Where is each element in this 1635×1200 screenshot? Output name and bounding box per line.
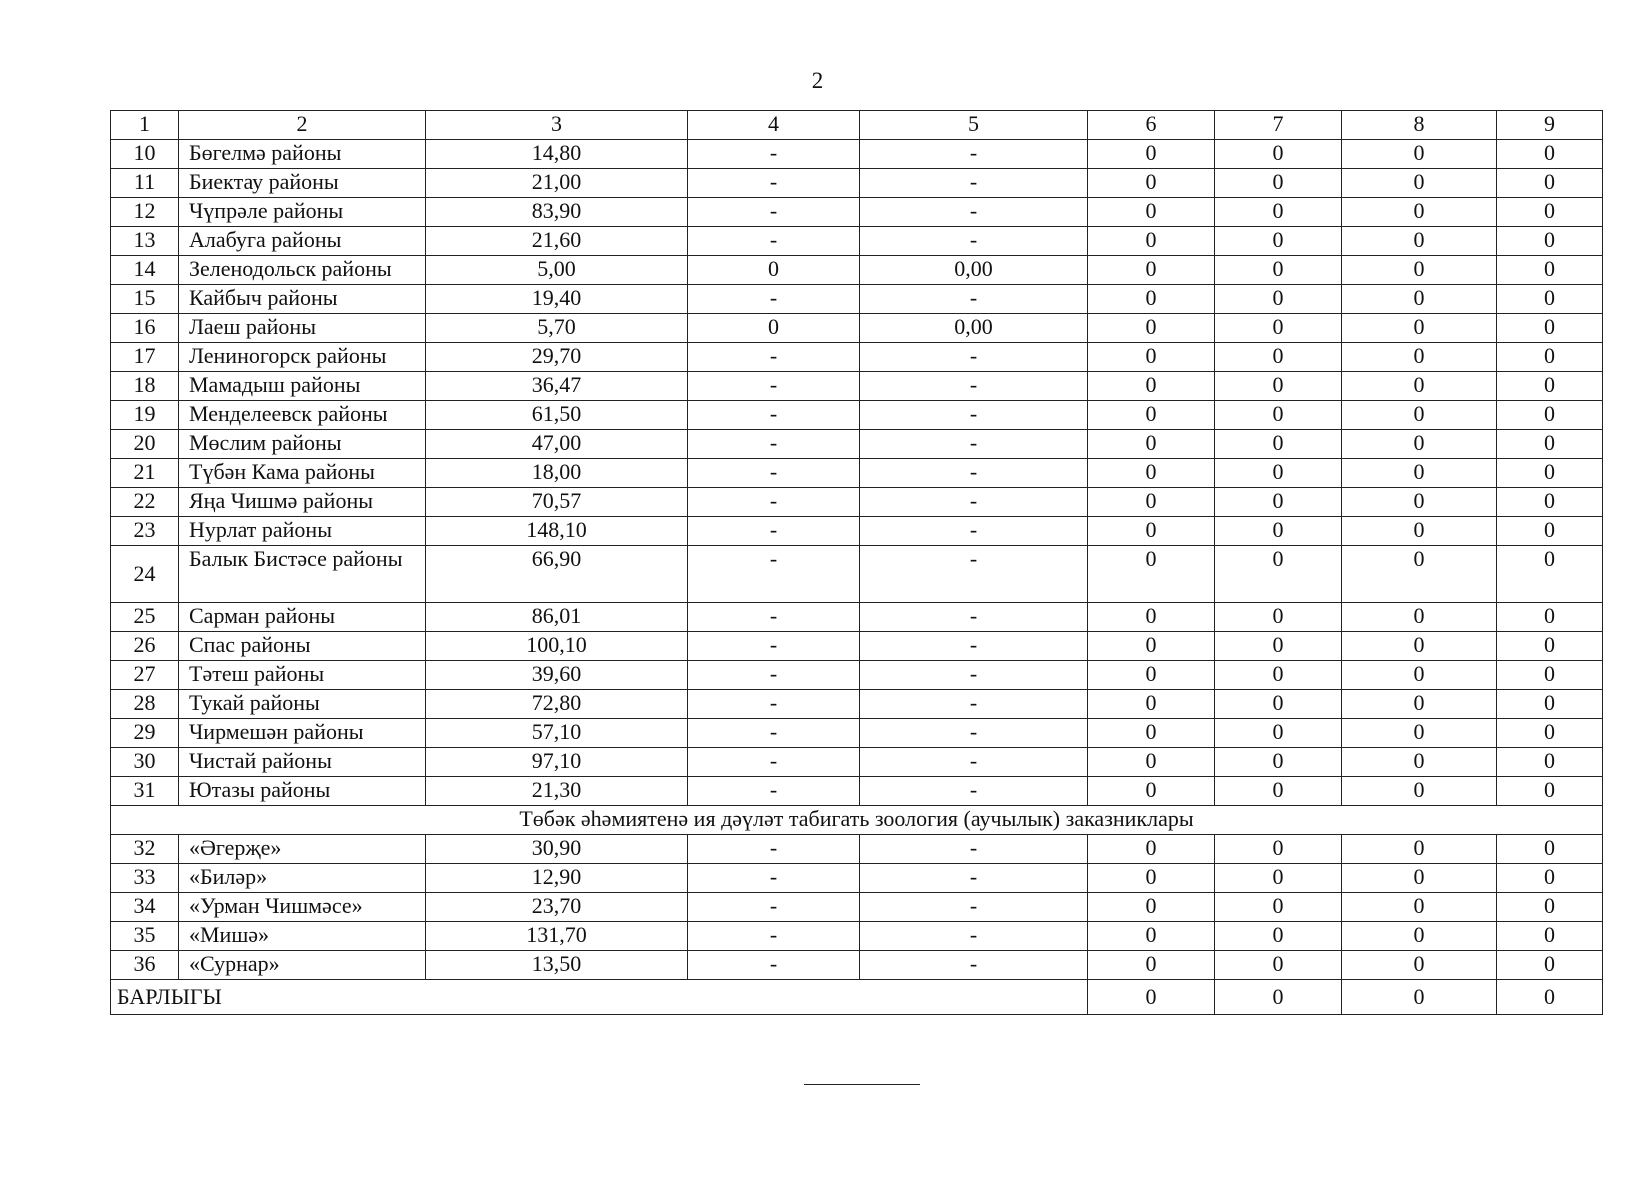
table-row — [111, 777, 1603, 806]
table-cell: 0 — [1497, 488, 1603, 517]
table-row — [111, 922, 1603, 951]
table-cell: - — [860, 922, 1088, 951]
table-cell: - — [688, 922, 860, 951]
table-cell: - — [688, 835, 860, 864]
table-cell: 47,00 — [426, 430, 688, 459]
table-cell: 14,80 — [426, 140, 688, 169]
table-cell: 0 — [1497, 748, 1603, 777]
table-cell: - — [860, 140, 1088, 169]
column-header: 8 — [1342, 111, 1497, 140]
table-cell: 0 — [1088, 922, 1215, 951]
table-cell: 0 — [1215, 401, 1342, 430]
table-cell: Менделеевск районы — [179, 401, 426, 430]
table-cell: 0 — [1088, 314, 1215, 343]
table-row — [111, 198, 1603, 227]
table-cell: 0 — [1497, 169, 1603, 198]
table-row — [111, 488, 1603, 517]
table-cell: 70,57 — [426, 488, 688, 517]
table-cell: 0 — [1497, 401, 1603, 430]
table-cell: 29 — [111, 719, 179, 748]
table-cell: Тәтеш районы — [179, 661, 426, 690]
table-row — [111, 314, 1603, 343]
table-cell: 0 — [1497, 690, 1603, 719]
table-cell: 0 — [1215, 690, 1342, 719]
table-row — [111, 372, 1603, 401]
table-cell: 5,00 — [426, 256, 688, 285]
table-cell: 19,40 — [426, 285, 688, 314]
table-cell: - — [860, 719, 1088, 748]
table-cell: Кайбыч районы — [179, 285, 426, 314]
table-cell: 0 — [1088, 488, 1215, 517]
table-cell: 0 — [1342, 661, 1497, 690]
table-cell: 0 — [1088, 951, 1215, 980]
table-cell: 11 — [111, 169, 179, 198]
table-cell: Чирмешән районы — [179, 719, 426, 748]
table-cell: 0 — [1342, 256, 1497, 285]
table-cell: 0 — [1497, 777, 1603, 806]
table-cell: 86,01 — [426, 603, 688, 632]
table-cell: 0 — [1342, 140, 1497, 169]
table-cell: 0 — [1088, 198, 1215, 227]
table-cell: 0 — [1215, 227, 1342, 256]
table-cell: 0 — [1088, 893, 1215, 922]
table-cell: - — [860, 603, 1088, 632]
table-cell: Биектау районы — [179, 169, 426, 198]
table-cell: 0 — [1215, 951, 1342, 980]
table-cell: 0 — [1215, 256, 1342, 285]
table-row — [111, 430, 1603, 459]
table-row — [111, 690, 1603, 719]
table-cell: Спас районы — [179, 632, 426, 661]
table-cell: 66,90 — [426, 546, 688, 603]
section-title: Төбәк әһәмиятенә ия дәүләт табигать зоология (аучылык) заказниклары — [111, 806, 1603, 835]
section-row — [111, 806, 1603, 835]
table-cell: - — [688, 401, 860, 430]
table-cell: - — [688, 227, 860, 256]
table-cell: 22 — [111, 488, 179, 517]
table-cell: - — [860, 546, 1088, 603]
table-cell: 97,10 — [426, 748, 688, 777]
table-row — [111, 546, 1603, 603]
table-cell: Алабуга районы — [179, 227, 426, 256]
table-cell: 27 — [111, 661, 179, 690]
total-value: 0 — [1088, 980, 1215, 1015]
table-row — [111, 893, 1603, 922]
table-cell: 0 — [1215, 285, 1342, 314]
header-row — [111, 111, 1603, 140]
table-cell: - — [860, 517, 1088, 546]
table-cell: - — [860, 632, 1088, 661]
table-cell: - — [688, 748, 860, 777]
table-cell: 26 — [111, 632, 179, 661]
table-cell: 0 — [1497, 343, 1603, 372]
table-row — [111, 632, 1603, 661]
table-row — [111, 285, 1603, 314]
table-cell: 0 — [1215, 169, 1342, 198]
column-header: 9 — [1497, 111, 1603, 140]
table-cell: - — [860, 401, 1088, 430]
table-cell: 0 — [1088, 835, 1215, 864]
table-cell: - — [860, 835, 1088, 864]
table-cell: 39,60 — [426, 661, 688, 690]
table-cell: 0 — [1215, 748, 1342, 777]
table-cell: 0 — [1215, 835, 1342, 864]
table-row — [111, 835, 1603, 864]
table-cell: 100,10 — [426, 632, 688, 661]
table-cell: Ютазы районы — [179, 777, 426, 806]
table-cell: - — [688, 372, 860, 401]
table-cell: 0 — [1342, 690, 1497, 719]
table-row — [111, 951, 1603, 980]
total-value: 0 — [1497, 980, 1603, 1015]
table-cell: 0 — [1497, 893, 1603, 922]
table-cell: 0 — [1088, 546, 1215, 603]
table-cell: - — [688, 430, 860, 459]
table-cell: 0 — [1342, 430, 1497, 459]
page-number: 2 — [811, 68, 824, 93]
table-cell: 0 — [1497, 546, 1603, 603]
table-cell: - — [688, 198, 860, 227]
table-cell: 0 — [1088, 690, 1215, 719]
table-cell: Лениногорск районы — [179, 343, 426, 372]
table-row — [111, 603, 1603, 632]
column-header: 1 — [111, 111, 179, 140]
table-cell: 0 — [1088, 256, 1215, 285]
table-cell: 0 — [1497, 459, 1603, 488]
table-cell: - — [688, 632, 860, 661]
column-header: 3 — [426, 111, 688, 140]
table-cell: 0 — [1497, 372, 1603, 401]
table-cell: - — [860, 430, 1088, 459]
table-cell: 20 — [111, 430, 179, 459]
total-label: БАРЛЫГЫ — [111, 980, 1088, 1015]
table-cell: Мөслим районы — [179, 430, 426, 459]
table-cell: 23,70 — [426, 893, 688, 922]
table-cell: - — [860, 198, 1088, 227]
table-cell: 13 — [111, 227, 179, 256]
table-cell: 0 — [1215, 488, 1342, 517]
table-cell: 0 — [1088, 140, 1215, 169]
table-cell: Чистай районы — [179, 748, 426, 777]
table-cell: 29,70 — [426, 343, 688, 372]
table-cell: 21,60 — [426, 227, 688, 256]
table-cell: 0 — [1342, 864, 1497, 893]
table-cell: - — [860, 285, 1088, 314]
table-cell: 0 — [1215, 546, 1342, 603]
table-cell: Яңа Чишмә районы — [179, 488, 426, 517]
table-row — [111, 140, 1603, 169]
table-row — [111, 661, 1603, 690]
table-cell: 33 — [111, 864, 179, 893]
table-row — [111, 864, 1603, 893]
table-cell: - — [688, 140, 860, 169]
table-cell: 18,00 — [426, 459, 688, 488]
table-cell: 0 — [1342, 401, 1497, 430]
table-cell: 0 — [1088, 169, 1215, 198]
table-cell: 0 — [1342, 517, 1497, 546]
table-cell: 0 — [1215, 922, 1342, 951]
table-cell: 0 — [1088, 459, 1215, 488]
table-cell: 32 — [111, 835, 179, 864]
total-value: 0 — [1342, 980, 1497, 1015]
table-cell: 0,00 — [860, 256, 1088, 285]
table-cell: 0 — [1088, 864, 1215, 893]
table-cell: 0 — [688, 314, 860, 343]
table-cell: 5,70 — [426, 314, 688, 343]
table-cell: - — [860, 488, 1088, 517]
table-cell: - — [860, 777, 1088, 806]
table-cell: 0 — [1497, 256, 1603, 285]
table-cell: 0 — [1342, 603, 1497, 632]
table-cell: - — [860, 951, 1088, 980]
table-row — [111, 343, 1603, 372]
table-cell: 19 — [111, 401, 179, 430]
table-cell: - — [688, 777, 860, 806]
table-cell: 0 — [1497, 227, 1603, 256]
table-cell: - — [860, 690, 1088, 719]
table-cell: 0 — [1497, 517, 1603, 546]
table-cell: 0 — [1342, 748, 1497, 777]
table-row — [111, 459, 1603, 488]
table-cell: 18 — [111, 372, 179, 401]
table-cell: Зеленодольск районы — [179, 256, 426, 285]
table-cell: - — [688, 690, 860, 719]
table-cell: 25 — [111, 603, 179, 632]
table-cell: 131,70 — [426, 922, 688, 951]
table-cell: 30,90 — [426, 835, 688, 864]
column-header: 2 — [179, 111, 426, 140]
table-cell: 0 — [1088, 748, 1215, 777]
table-cell: - — [860, 169, 1088, 198]
table-cell: 35 — [111, 922, 179, 951]
table-cell: - — [860, 661, 1088, 690]
total-value: 0 — [1215, 980, 1342, 1015]
data-table — [110, 110, 1603, 1015]
table-cell: 0 — [1215, 372, 1342, 401]
table-cell: 0 — [1342, 459, 1497, 488]
table-cell: Балык Бистәсе районы — [179, 546, 426, 603]
table-cell: 0 — [1088, 401, 1215, 430]
table-cell: 0 — [1215, 661, 1342, 690]
table-cell: 0 — [1342, 893, 1497, 922]
table-cell: 0,00 — [860, 314, 1088, 343]
table-cell: 0 — [1088, 227, 1215, 256]
table-cell: 148,10 — [426, 517, 688, 546]
column-header: 7 — [1215, 111, 1342, 140]
table-cell: - — [688, 546, 860, 603]
table-cell: 0 — [1215, 777, 1342, 806]
table-cell: - — [688, 169, 860, 198]
table-cell: 0 — [1497, 198, 1603, 227]
table-cell: - — [688, 488, 860, 517]
table-cell: «Сурнар» — [179, 951, 426, 980]
table-cell: 23 — [111, 517, 179, 546]
table-cell: 0 — [1497, 951, 1603, 980]
table-cell: - — [688, 459, 860, 488]
table-cell: 0 — [1342, 719, 1497, 748]
table-cell: 0 — [1342, 285, 1497, 314]
table-cell: 36 — [111, 951, 179, 980]
table-cell: 0 — [1497, 285, 1603, 314]
table-cell: 0 — [1497, 603, 1603, 632]
total-row — [111, 980, 1603, 1015]
table-cell: 31 — [111, 777, 179, 806]
table-cell: 0 — [1215, 719, 1342, 748]
table-cell: «Урман Чишмәсе» — [179, 893, 426, 922]
table-cell: - — [688, 603, 860, 632]
table-cell: - — [860, 864, 1088, 893]
table-cell: Мамадыш районы — [179, 372, 426, 401]
table-cell: «Мишә» — [179, 922, 426, 951]
table-row — [111, 169, 1603, 198]
table-cell: 0 — [1497, 661, 1603, 690]
table-cell: 0 — [1088, 372, 1215, 401]
table-cell: 17 — [111, 343, 179, 372]
table-cell: 13,50 — [426, 951, 688, 980]
table-cell: 10 — [111, 140, 179, 169]
table-cell: Сарман районы — [179, 603, 426, 632]
table-cell: 24 — [111, 546, 179, 603]
table-row — [111, 748, 1603, 777]
table-cell: 0 — [1342, 835, 1497, 864]
table-cell: 0 — [1088, 285, 1215, 314]
table-cell: 0 — [1215, 632, 1342, 661]
table-cell: - — [860, 227, 1088, 256]
table-cell: 0 — [1088, 719, 1215, 748]
table-cell: 0 — [1215, 864, 1342, 893]
table-cell: Түбән Кама районы — [179, 459, 426, 488]
table-cell: 21,30 — [426, 777, 688, 806]
table-cell: 0 — [688, 256, 860, 285]
table-cell: 36,47 — [426, 372, 688, 401]
table-cell: 83,90 — [426, 198, 688, 227]
table-cell: 0 — [1088, 632, 1215, 661]
table-cell: 0 — [1088, 343, 1215, 372]
table-row — [111, 517, 1603, 546]
table-cell: «Биләр» — [179, 864, 426, 893]
column-header: 5 — [860, 111, 1088, 140]
table-cell: 0 — [1088, 661, 1215, 690]
table-cell: 0 — [1088, 603, 1215, 632]
table-cell: 0 — [1342, 227, 1497, 256]
table-cell: 0 — [1342, 632, 1497, 661]
table-cell: 14 — [111, 256, 179, 285]
table-cell: 0 — [1497, 922, 1603, 951]
table-cell: 0 — [1088, 517, 1215, 546]
table-cell: 15 — [111, 285, 179, 314]
table-cell: Нурлат районы — [179, 517, 426, 546]
table-row — [111, 256, 1603, 285]
table-cell: 0 — [1342, 777, 1497, 806]
table-cell: Чүпрәле районы — [179, 198, 426, 227]
table-cell: 0 — [1215, 343, 1342, 372]
table-cell: - — [688, 661, 860, 690]
table-cell: 0 — [1215, 314, 1342, 343]
table-cell: 16 — [111, 314, 179, 343]
table-cell: 21 — [111, 459, 179, 488]
table-cell: 28 — [111, 690, 179, 719]
table-cell: 0 — [1215, 893, 1342, 922]
table-cell: Бөгелмә районы — [179, 140, 426, 169]
table-cell: 0 — [1497, 719, 1603, 748]
table-cell: 72,80 — [426, 690, 688, 719]
table-cell: 0 — [1215, 430, 1342, 459]
table-cell: - — [688, 951, 860, 980]
table-cell: 34 — [111, 893, 179, 922]
table-cell: Тукай районы — [179, 690, 426, 719]
table-row — [111, 719, 1603, 748]
table-cell: - — [688, 864, 860, 893]
table-cell: - — [860, 748, 1088, 777]
table-cell: 0 — [1342, 372, 1497, 401]
table-cell: 0 — [1342, 198, 1497, 227]
table-cell: 0 — [1088, 777, 1215, 806]
table-cell: 0 — [1342, 169, 1497, 198]
table-cell: - — [688, 719, 860, 748]
table-cell: 21,00 — [426, 169, 688, 198]
table-cell: 0 — [1342, 951, 1497, 980]
table-row — [111, 227, 1603, 256]
table-cell: 0 — [1497, 835, 1603, 864]
table-cell: - — [860, 343, 1088, 372]
table-cell: 0 — [1342, 343, 1497, 372]
table-cell: 0 — [1215, 459, 1342, 488]
table-cell: Лаеш районы — [179, 314, 426, 343]
table-cell: 30 — [111, 748, 179, 777]
table-cell: 0 — [1215, 603, 1342, 632]
table-cell: - — [860, 459, 1088, 488]
table-cell: 0 — [1342, 546, 1497, 603]
table-cell: - — [688, 893, 860, 922]
table-cell: 57,10 — [426, 719, 688, 748]
table-cell: - — [688, 285, 860, 314]
table-cell: 0 — [1215, 140, 1342, 169]
table-cell: 0 — [1342, 314, 1497, 343]
table-cell: - — [860, 893, 1088, 922]
column-header: 4 — [688, 111, 860, 140]
column-header: 6 — [1088, 111, 1215, 140]
table-cell: 0 — [1497, 430, 1603, 459]
table-cell: 0 — [1215, 198, 1342, 227]
table-cell: 0 — [1342, 922, 1497, 951]
table-cell: 0 — [1088, 430, 1215, 459]
table-cell: 12 — [111, 198, 179, 227]
table-cell: 0 — [1497, 314, 1603, 343]
end-rule — [804, 1084, 920, 1085]
table-cell: - — [860, 372, 1088, 401]
table-cell: - — [688, 517, 860, 546]
table-cell: «Әгерҗе» — [179, 835, 426, 864]
table-cell: 0 — [1342, 488, 1497, 517]
table-cell: 0 — [1497, 864, 1603, 893]
table-cell: - — [688, 343, 860, 372]
table-cell: 12,90 — [426, 864, 688, 893]
table-cell: 61,50 — [426, 401, 688, 430]
table-row — [111, 401, 1603, 430]
table-cell: 0 — [1497, 140, 1603, 169]
table-cell: 0 — [1497, 632, 1603, 661]
table-cell: 0 — [1215, 517, 1342, 546]
